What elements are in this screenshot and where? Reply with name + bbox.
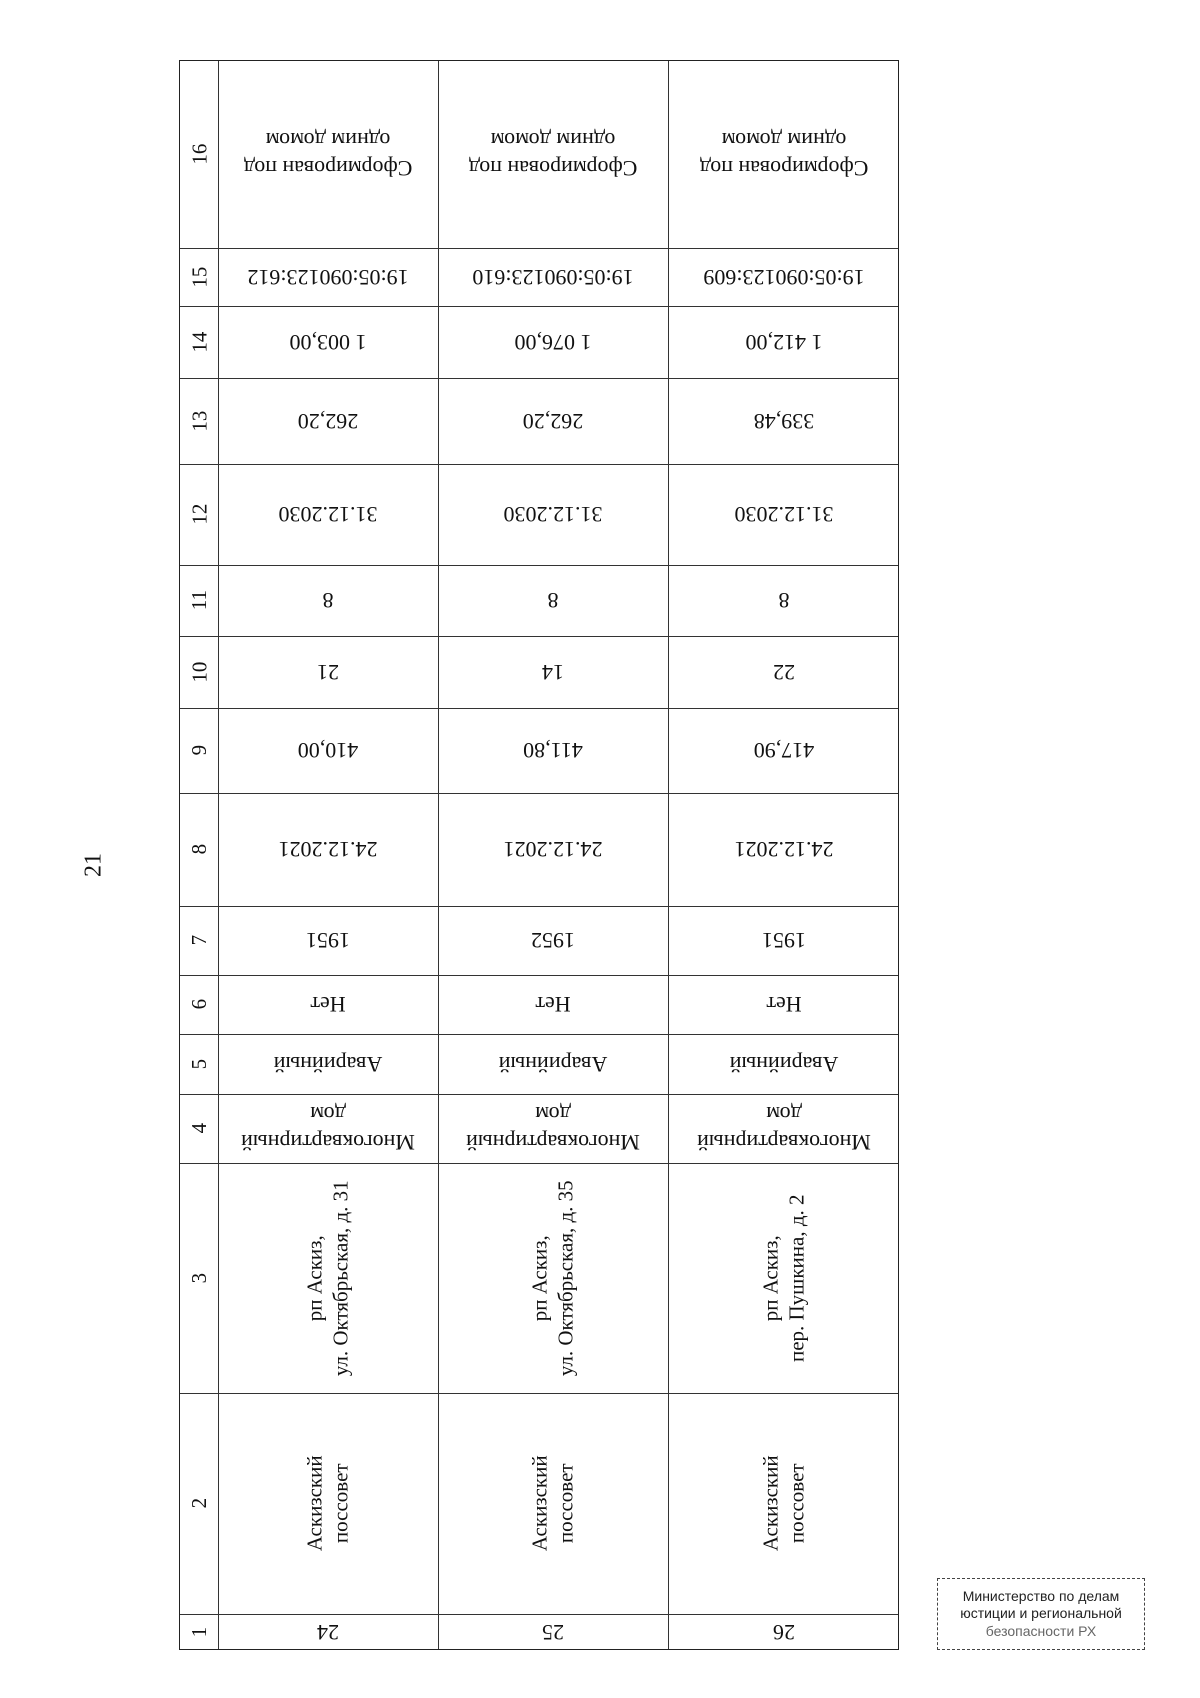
year-built-cell — [668, 906, 900, 975]
header-label: 15 — [186, 266, 211, 288]
address-cell — [438, 1163, 668, 1393]
building-type-cell — [668, 1094, 900, 1163]
year-built-cell-text: 1951 — [762, 928, 806, 954]
header-label: 4 — [186, 1123, 211, 1134]
housing-table — [179, 60, 899, 1650]
cadastre-number-cell-text: 19:05:090123:609 — [703, 264, 865, 290]
residents-cell — [218, 636, 438, 708]
building-type-cell-text: Многоквартирный дом — [241, 1102, 415, 1155]
area3-cell-text: 1 412,00 — [745, 329, 823, 355]
year-built-cell-text: 1952 — [531, 928, 575, 954]
note-cell — [668, 61, 900, 248]
area2-cell-text: 339,48 — [753, 408, 815, 434]
year-built-cell — [218, 906, 438, 975]
header-cell — [180, 1614, 218, 1651]
header-cell — [180, 1393, 218, 1614]
deadline-cell — [668, 464, 900, 565]
flag-cell — [218, 975, 438, 1034]
header-cell — [180, 906, 218, 975]
note-cell — [438, 61, 668, 248]
status-cell-text: Аварийный — [498, 1051, 608, 1077]
note-cell-text: Сформирован под одним домом — [699, 128, 869, 181]
date-cell — [668, 793, 900, 906]
row-number — [668, 1614, 900, 1651]
cadastre-number-cell-text: 19:05:090123:610 — [472, 264, 634, 290]
header-label: 6 — [186, 999, 211, 1010]
ministry-stamp — [937, 1578, 1145, 1650]
year-built-cell — [438, 906, 668, 975]
municipality-cell — [438, 1393, 668, 1614]
header-cell — [180, 708, 218, 793]
area2-cell — [438, 378, 668, 464]
count-cell-text: 8 — [547, 588, 559, 614]
page-number: 21 — [80, 853, 107, 877]
municipality-cell-text: Аскизский поссовет — [527, 1455, 578, 1552]
date-cell-text: 24.12.2021 — [278, 837, 378, 863]
area-cell — [438, 708, 668, 793]
building-type-cell — [438, 1094, 668, 1163]
area-cell-text: 417,90 — [753, 738, 815, 764]
row-number-text: 26 — [773, 1620, 795, 1646]
status-cell — [218, 1034, 438, 1094]
header-label: 8 — [186, 844, 211, 855]
address-cell — [218, 1163, 438, 1393]
residents-cell — [438, 636, 668, 708]
header-label: 14 — [186, 331, 211, 353]
header-cell — [180, 1034, 218, 1094]
address-cell-text: рп Аскиз, ул. Октябрьская, д. 31 — [302, 1180, 353, 1376]
note-cell — [218, 61, 438, 248]
date-cell — [218, 793, 438, 906]
header-label: 10 — [186, 661, 211, 683]
row-number-text: 25 — [542, 1620, 564, 1646]
address-cell-text: рп Аскиз, пер. Пушкина, д. 2 — [758, 1194, 809, 1362]
header-cell — [180, 378, 218, 464]
count-cell-text: 8 — [778, 588, 790, 614]
building-type-cell-text: Многоквартирный дом — [697, 1102, 871, 1155]
area2-cell — [218, 378, 438, 464]
date-cell-text: 24.12.2021 — [503, 837, 603, 863]
area-cell-text: 410,00 — [297, 738, 359, 764]
area-cell-text: 411,80 — [523, 738, 583, 764]
area3-cell — [438, 306, 668, 378]
municipality-cell-text: Аскизский поссовет — [758, 1455, 809, 1552]
header-label: 3 — [186, 1272, 211, 1284]
cadastre-number-cell-text: 19:05:090123:612 — [247, 264, 409, 290]
count-cell — [218, 565, 438, 636]
municipality-cell-text: Аскизский поссовет — [302, 1455, 353, 1552]
date-cell-text: 24.12.2021 — [734, 837, 834, 863]
header-cell — [180, 1094, 218, 1163]
header-cell — [180, 61, 218, 248]
header-label: 9 — [186, 745, 211, 756]
municipality-cell — [668, 1393, 900, 1614]
status-cell — [438, 1034, 668, 1094]
stamp-line-3: безопасности РХ — [985, 1622, 1097, 1639]
row-number-text: 24 — [317, 1620, 339, 1646]
area2-cell-text: 262,20 — [297, 408, 359, 434]
address-cell-text: рп Аскиз, ул. Октябрьская, д. 35 — [527, 1180, 578, 1376]
stamp-line-1: Министерство по делам — [962, 1587, 1120, 1604]
area3-cell — [218, 306, 438, 378]
count-cell-text: 8 — [322, 588, 334, 614]
header-label: 7 — [186, 935, 211, 946]
header-label: 11 — [186, 590, 211, 611]
count-cell — [668, 565, 900, 636]
deadline-cell — [438, 464, 668, 565]
flag-cell — [668, 975, 900, 1034]
deadline-cell-text: 31.12.2030 — [278, 502, 378, 528]
area-cell — [668, 708, 900, 793]
residents-cell-text: 14 — [542, 659, 564, 685]
count-cell — [438, 565, 668, 636]
deadline-cell — [218, 464, 438, 565]
header-label: 16 — [186, 144, 211, 165]
header-cell — [180, 464, 218, 565]
header-cell — [180, 1163, 218, 1393]
row-number — [438, 1614, 668, 1651]
header-label: 13 — [186, 410, 211, 432]
building-type-cell-text: Многоквартирный дом — [466, 1102, 640, 1155]
area2-cell-text: 262,20 — [522, 408, 584, 434]
flag-cell-text: Нет — [310, 992, 346, 1018]
header-cell — [180, 636, 218, 708]
header-label: 1 — [186, 1627, 211, 1638]
area-cell — [218, 708, 438, 793]
area2-cell — [668, 378, 900, 464]
area3-cell-text: 1 003,00 — [289, 329, 367, 355]
residents-cell — [668, 636, 900, 708]
status-cell-text: Аварийный — [729, 1051, 839, 1077]
status-cell-text: Аварийный — [273, 1051, 383, 1077]
note-cell-text: Сформирован под одним домом — [468, 128, 638, 181]
area3-cell — [668, 306, 900, 378]
address-cell — [668, 1163, 900, 1393]
header-cell — [180, 248, 218, 306]
building-type-cell — [218, 1094, 438, 1163]
flag-cell-text: Нет — [535, 992, 571, 1018]
cadastre-number-cell — [218, 248, 438, 306]
municipality-cell — [218, 1393, 438, 1614]
header-label: 12 — [186, 504, 211, 525]
cadastre-number-cell — [668, 248, 900, 306]
header-cell — [180, 565, 218, 636]
deadline-cell-text: 31.12.2030 — [734, 502, 834, 528]
flag-cell — [438, 975, 668, 1034]
residents-cell-text: 22 — [773, 659, 795, 685]
header-cell — [180, 975, 218, 1034]
status-cell — [668, 1034, 900, 1094]
cadastre-number-cell — [438, 248, 668, 306]
residents-cell-text: 21 — [317, 659, 339, 685]
date-cell — [438, 793, 668, 906]
flag-cell-text: Нет — [766, 992, 802, 1018]
deadline-cell-text: 31.12.2030 — [503, 502, 603, 528]
header-label: 2 — [186, 1498, 211, 1509]
header-cell — [180, 306, 218, 378]
header-label: 5 — [186, 1058, 211, 1070]
row-number — [218, 1614, 438, 1651]
note-cell-text: Сформирован под одним домом — [243, 128, 413, 181]
area3-cell-text: 1 076,00 — [514, 329, 592, 355]
header-cell — [180, 793, 218, 906]
stamp-line-2: юстиции и региональной — [960, 1605, 1122, 1622]
year-built-cell-text: 1951 — [306, 928, 350, 954]
